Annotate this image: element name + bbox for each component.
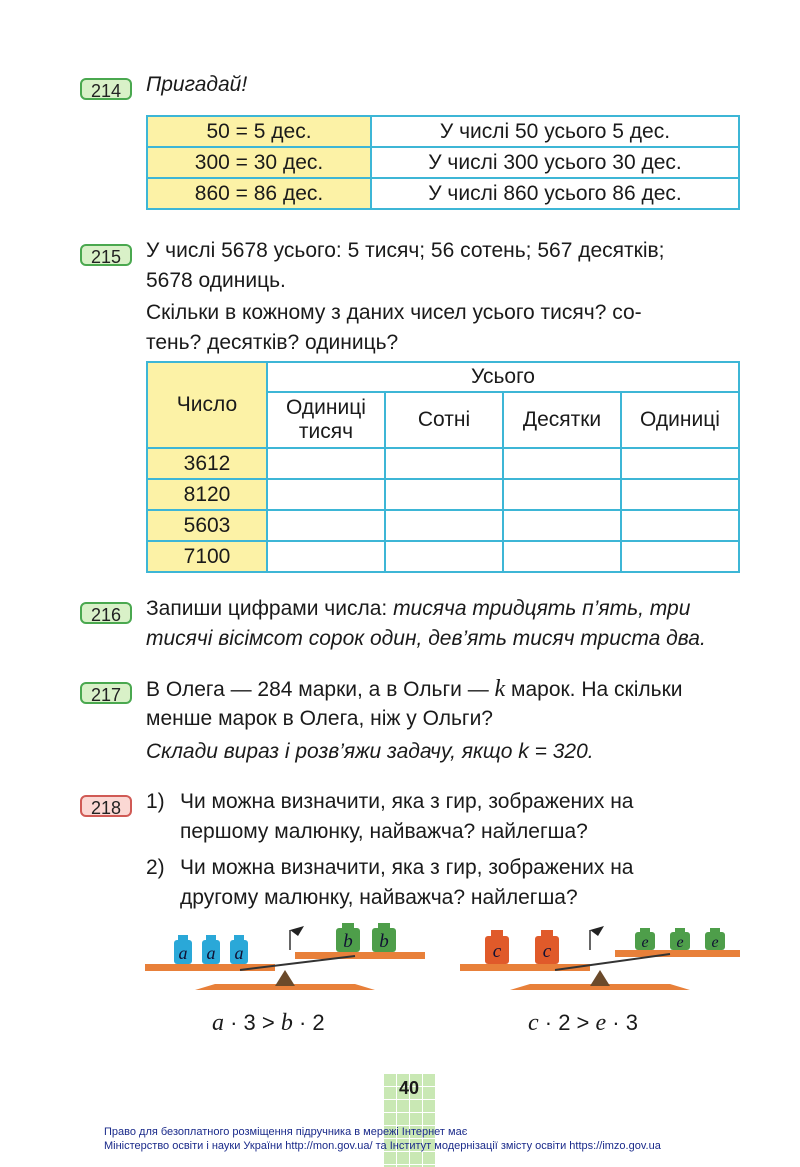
text-line: 5678 одиниць. (146, 269, 286, 292)
item-number: 1) (146, 790, 165, 813)
answer-cell (621, 541, 739, 572)
answer-cell (621, 448, 739, 479)
table-cell: 300 = 30 дес. (147, 147, 371, 178)
scale-pivot (590, 970, 610, 986)
answer-cell (267, 510, 385, 541)
variable: a (212, 1010, 224, 1036)
text-line: Склади вираз і розв’яжи задачу, якщо k = 320. (146, 740, 594, 763)
flag-icon (590, 926, 604, 936)
text-span: тисяча тридцять п’ять, три (393, 597, 691, 620)
inequality-1 (212, 1010, 325, 1037)
scale-pivot (275, 970, 295, 986)
answer-cell (267, 541, 385, 572)
table-cell: У числі 860 усього 86 дес. (371, 178, 739, 209)
text-line: Скільки в кожному з даних чисел усього тисяч? со- (146, 301, 642, 324)
weight-a-1 (174, 935, 192, 964)
text-line: Чи можна визначити, яка з гир, зображених на (180, 790, 634, 813)
weight-label: a (178, 943, 188, 963)
answer-cell (385, 448, 503, 479)
weight-b-1 (336, 923, 360, 952)
header-text: тисяч (298, 420, 354, 443)
variable: k (494, 676, 506, 702)
text-line: першому малюнку, найважча? найлегша? (180, 820, 588, 843)
answer-cell (621, 479, 739, 510)
header-units: Одиниці (621, 392, 739, 448)
weight-label: a (234, 943, 244, 963)
operator: · 2 > (538, 1010, 596, 1035)
header-total: Усього (267, 362, 739, 392)
text-span: марок. На скільки (505, 678, 683, 701)
weight-label: e (676, 934, 684, 951)
exercise-number-217: 217 (80, 682, 132, 704)
text-line: менше марок в Олега, ніж у Ольги? (146, 707, 493, 730)
weight-label: b (343, 931, 353, 952)
number-cell: 3612 (147, 448, 267, 479)
weight-label: c (492, 941, 502, 962)
weight-e-3 (705, 928, 725, 951)
number-cell: 5603 (147, 510, 267, 541)
answer-cell (267, 448, 385, 479)
text-line: тисячі вісімсот сорок один, дев’ять тисяч триста два. (146, 627, 706, 650)
weight-e-1 (635, 928, 655, 951)
variable: b (280, 1010, 293, 1036)
answer-cell (385, 479, 503, 510)
answer-cell (385, 510, 503, 541)
header-number: Число (147, 362, 267, 448)
weight-c-1 (485, 930, 509, 964)
page-number: 40 (398, 1078, 420, 1098)
weight-a-2 (202, 935, 220, 964)
text-span: Запиши цифрами числа: (146, 597, 394, 620)
answer-cell (503, 479, 621, 510)
table-cell: У числі 50 усього 5 дес. (371, 116, 739, 147)
weight-label: c (542, 941, 552, 962)
table-cell: 860 = 86 дес. (147, 178, 371, 209)
header-tens: Десятки (503, 392, 621, 448)
number-cell: 7100 (147, 541, 267, 572)
inequality-2 (528, 1010, 638, 1037)
exercise-title: Пригадай! (146, 73, 248, 96)
header-thousands (267, 392, 385, 448)
answer-cell (267, 479, 385, 510)
balance-scale-2 (455, 920, 745, 1005)
place-value-table (146, 361, 740, 573)
text-span: В Олега — 284 марки, а в Ольги — (146, 678, 495, 701)
operator: · 3 > (224, 1010, 281, 1035)
table-cell: У числі 300 усього 30 дес. (371, 147, 739, 178)
operator: · 3 (606, 1010, 638, 1035)
text-line: другому малюнку, найважча? найлегша? (180, 886, 578, 909)
footer-line: Право для безоплатного розміщення підручника в мережі Інтернет має (104, 1126, 468, 1138)
weight-a-3 (230, 935, 248, 964)
variable: e (595, 1010, 607, 1036)
right-pan (295, 952, 425, 959)
operator: · 2 (292, 1010, 325, 1035)
answer-cell (503, 448, 621, 479)
text-line: Чи можна визначити, яка з гир, зображених на (180, 856, 634, 879)
weight-label: b (379, 931, 389, 952)
weight-label: e (711, 934, 719, 951)
exercise-number-214: 214 (80, 78, 132, 100)
tens-table (146, 115, 740, 210)
flag-icon (290, 926, 304, 936)
weight-e-2 (670, 928, 690, 951)
text-line: тень? десятків? одиниць? (146, 331, 399, 354)
right-pan (615, 950, 740, 957)
header-hundreds: Сотні (385, 392, 503, 448)
exercise-number-215: 215 (80, 244, 132, 266)
weight-label: a (206, 943, 216, 963)
table-cell: 50 = 5 дес. (147, 116, 371, 147)
footer-line: Міністерство освіти і науки України http://mon.gov.ua/ та Інститут модернізації змісту освіти https://imzo.gov.ua (104, 1140, 661, 1152)
item-number: 2) (146, 856, 165, 879)
weight-label: e (641, 934, 649, 951)
balance-scale-1 (140, 920, 430, 1005)
exercise-number-218: 218 (80, 795, 132, 817)
exercise-number-216: 216 (80, 602, 132, 624)
answer-cell (621, 510, 739, 541)
answer-cell (503, 510, 621, 541)
number-cell: 8120 (147, 479, 267, 510)
text-line: У числі 5678 усього: 5 тисяч; 56 сотень; 567 десятків; (146, 239, 665, 262)
scale-beam (555, 954, 670, 970)
weight-c-2 (535, 930, 559, 964)
answer-cell (503, 541, 621, 572)
variable: c (528, 1010, 539, 1036)
weight-b-2 (372, 923, 396, 952)
text-line (146, 594, 690, 624)
answer-cell (385, 541, 503, 572)
text-line (146, 674, 683, 705)
header-text: Одиниці (286, 396, 366, 419)
